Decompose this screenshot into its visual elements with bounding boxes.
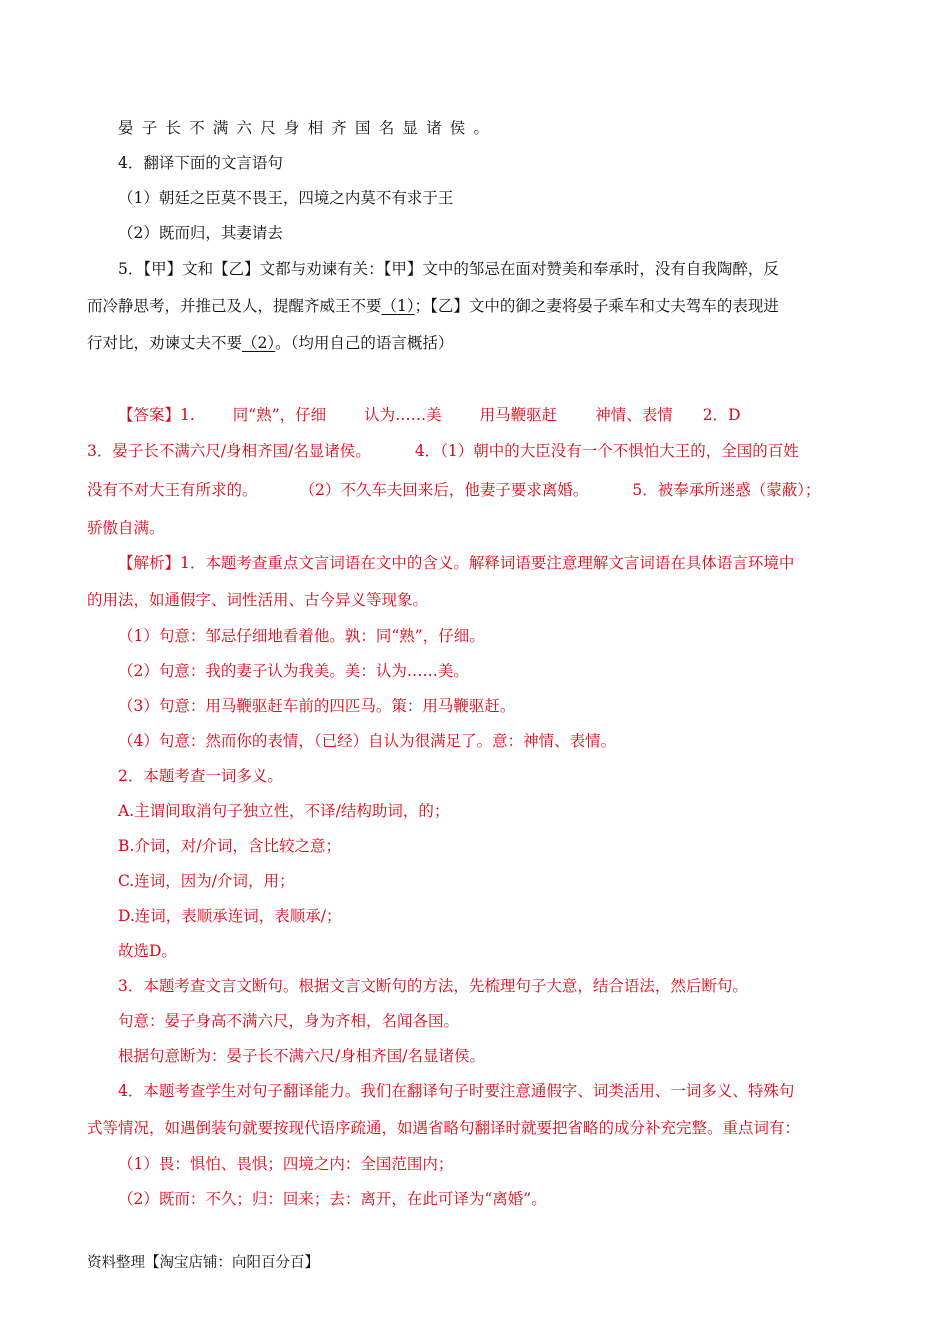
q5-line-1: 5．【甲】文和【乙】文都与劝谏有关：【甲】文中的邹忌在面对赞美和奉承时，没有自我陶醉，反 [118, 260, 779, 278]
analysis-2-option-a: A.主谓间取消句子独立性，不译/结构助词，的； [118, 802, 450, 820]
analysis-1-sentence-3: （3）句意：用马鞭驱赶车前的四匹马。策：用马鞭驱赶。 [118, 697, 516, 715]
answer-5-2: 骄傲自满。 [87, 519, 165, 537]
q5-line-2b: ；【乙】文中的御之妻将晏子乘车和丈夫驾车的表现进 [414, 297, 779, 315]
analysis-3-meaning: 句意：晏子身高不满六尺，身为齐相，名闻各国。 [118, 1012, 460, 1030]
answer-3: 3．晏子长不满六尺/身相齐国/名显诸侯。 [87, 442, 371, 460]
analysis-4-sentence-1: （1）畏：惧怕、畏惧；四境之内：全国范围内； [118, 1155, 454, 1173]
analysis-1-sentence-4: （4）句意：然而你的表情，（已经）自认为很满足了。意：神情、表情。 [118, 732, 617, 750]
q5-blank-1: （1） [381, 297, 415, 315]
q4-item-1: （1）朝廷之臣莫不畏王，四境之内莫不有求于王 [118, 189, 454, 207]
analysis-2-option-d: D.连词，表顺承连词，表顺承/； [118, 907, 342, 925]
answer-4-2: 没有不对大王有所求的。 [87, 481, 258, 499]
answer-1-4: 神情、表情 [595, 406, 673, 424]
q5-line-2 [87, 296, 779, 316]
analysis-4-sentence-2: （2）既而：不久；归：回来；去：离开，在此可译为“离婚”。 [118, 1190, 547, 1208]
answer-4-3: （2）不久车夫回来后，他妻子要求离婚。 [299, 481, 589, 499]
answer-2: 2．D [702, 406, 741, 424]
analysis-4-line-2: 式等情况，如遇倒装句就要按现代语序疏通，如遇省略句翻译时就要把省略的成分补充完整。重点词有： [87, 1119, 801, 1137]
yanzi-sentence: 晏子长不满六尺身相齐国名显诸侯。 [118, 119, 498, 137]
answer-label: 【答案】1. [118, 406, 195, 424]
analysis-4-line-1: 4．本题考查学生对句子翻译能力。我们在翻译句子时要注意通假字、词类活用、一词多义、特殊句 [118, 1082, 795, 1100]
answer-line-2 [87, 441, 799, 461]
q5-blank-2: （2） [242, 334, 276, 352]
analysis-2-conclusion: 故选D。 [118, 942, 177, 960]
answer-1-3: 用马鞭驱赶 [479, 406, 558, 424]
answer-line-3 [87, 480, 821, 500]
q5-line-3a: 行对比，劝谏丈夫不要 [87, 334, 243, 352]
analysis-3-result: 根据句意断为：晏子长不满六尺/身相齐国/名显诸侯。 [118, 1047, 485, 1065]
footer-source: 资料整理【淘宝店铺：向阳百分百】 [87, 1255, 319, 1271]
analysis-1-sentence-2: （2）句意：我的妻子认为我美。美：认为……美。 [118, 662, 469, 680]
q5-line-3b: 。（均用自己的语言概括） [275, 334, 454, 352]
answer-1-2: 认为……美 [364, 406, 442, 424]
q5-line-2a: 而冷静思考，并推己及人，提醒齐威王不要 [87, 297, 382, 315]
q4-title: 4．翻译下面的文言语句 [118, 154, 283, 172]
analysis-3-title: 3．本题考查文言文断句。根据文言文断句的方法，先梳理句子大意，结合语法，然后断句。 [118, 977, 748, 995]
answer-4-1: 4．（1）朝中的大臣没有一个不惧怕大王的，全国的百姓 [414, 442, 799, 460]
analysis-1-sentence-1: （1）句意：邹忌仔细地看着他。孰：同“熟”，仔细。 [118, 627, 485, 645]
answer-1-1: 同“熟”，仔细 [232, 406, 327, 424]
analysis-2-option-c: C.连词，因为/介词，用； [118, 872, 295, 890]
analysis-2-option-b: B.介词，对/介词，含比较之意； [118, 837, 342, 855]
analysis-1-line-2: 的用法，如通假字、词性活用、古今异义等现象。 [87, 591, 429, 609]
analysis-1-line-1: 【解析】1．本题考查重点文言词语在文中的含义。解释词语要注意理解文言词语在具体语言环境中 [118, 554, 795, 572]
answer-line-1 [118, 405, 741, 425]
answer-5-1: 5．被奉承所迷惑（蒙蔽）； [632, 481, 821, 499]
analysis-2-title: 2．本题考查一词多义。 [118, 767, 283, 785]
q5-line-3 [87, 333, 453, 353]
q4-item-2: （2）既而归，其妻请去 [118, 224, 283, 242]
